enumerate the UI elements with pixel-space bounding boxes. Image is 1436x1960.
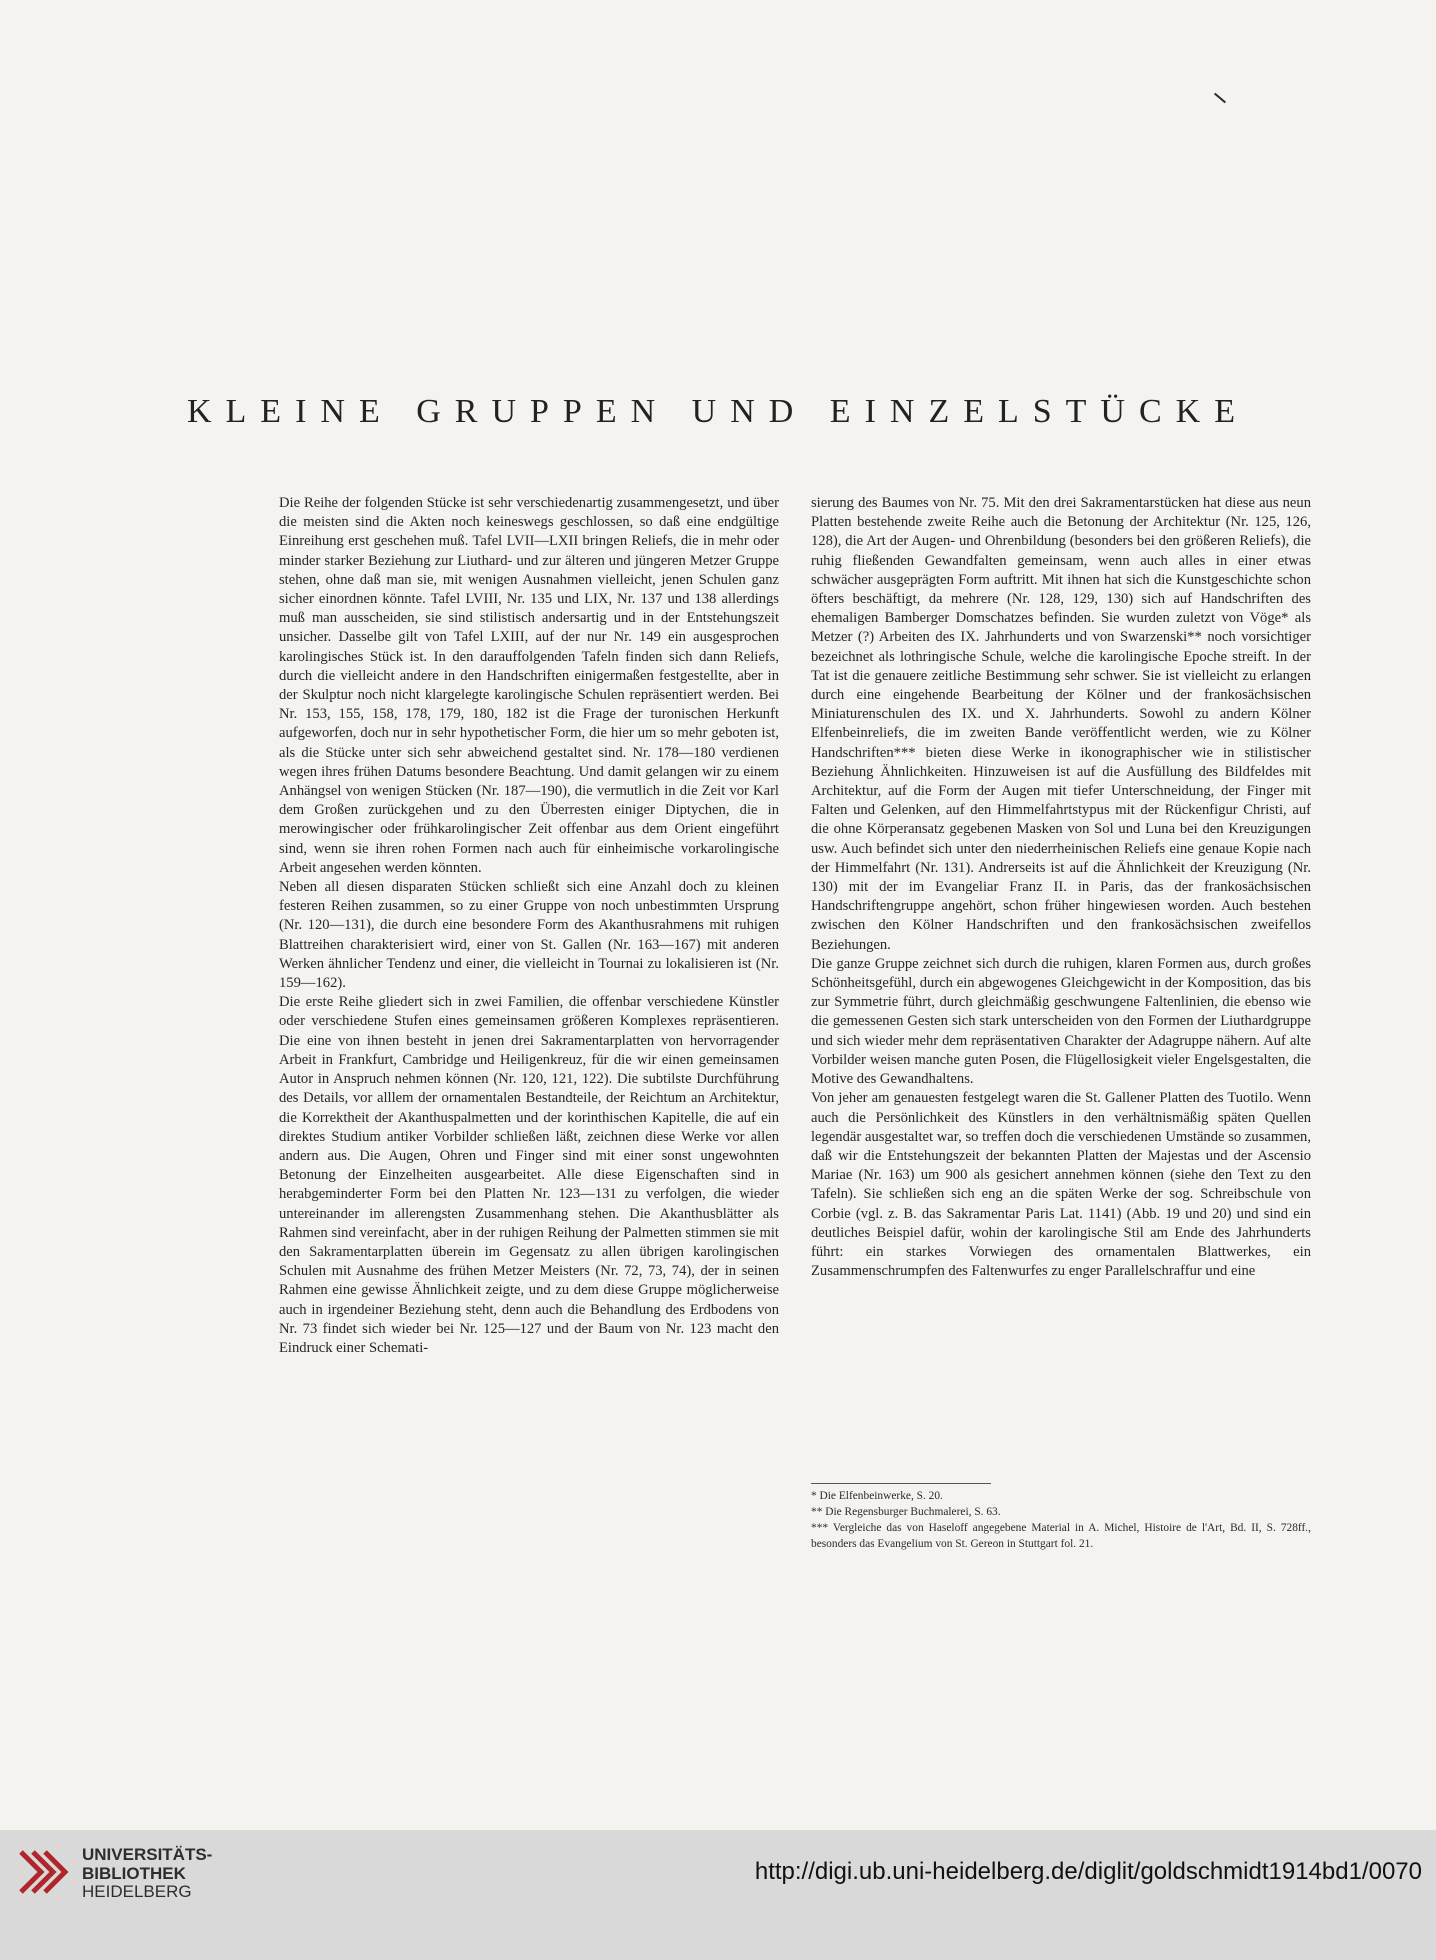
library-name[interactable] bbox=[82, 1846, 212, 1902]
library-name-line: HEIDELBERG bbox=[82, 1882, 192, 1901]
footer-bar bbox=[0, 1830, 1436, 1960]
paragraph: Die ganze Gruppe zeichnet sich durch die ruhigen, klaren Formen aus, durch großes Schönheitsgefühl, durch ein abgewogenes Gleichgewicht in der Komposition, das bis zur Symmetrie führt, durch gleichmäßig geschwungene Faltenlinien, die ebenso wie die gemessenen Gesten sich stark unterscheiden von den Formen der Liuthardgruppe und sich wieder mehr dem repräsentativen Charakter der Adagruppe nähern. Auf alte Vorbilder weisen manche guten Posen, die Flügellosigkeit vieler Engelsgestalten, die Motive des Gewandhaltens. bbox=[811, 955, 1311, 1088]
library-logo-icon[interactable] bbox=[17, 1844, 75, 1902]
paragraph: sierung des Baumes von Nr. 75. Mit den drei Sakramentarstücken hat diese aus neun Platten bestehende zweite Reihe auch die Betonung der Architektur (Nr. 125, 126, 128), die Art der Augen- und Ohrenbildung (besonders bei den größeren Reliefs), die ruhig fließenden Gewandfalten gemeinsam, wenn auch alles in einer etwas schwächer ausgeprägten Form auftritt. Mit ihnen hat sich die Kunstgeschichte schon öfters beschäftigt, da mehrere (Nr. 128, 129, 130) sich auf Handschriften des ehemaligen Bamberger Domschatzes befinden. Sie wurden zuletzt von Vöge* als Metzer (?) Arbeiten des IX. Jahrhunderts und von Swarzenski** noch vorsichtiger bezeichnet als lothringische Schule, welche die karolingische Epoche streift. In der Tat ist die genauere zeitliche Bestimmung sehr schwer. Sie ist vielleicht zu erlangen durch eine eingehende Bearbeitung der Kölner und der frankosächsischen Miniaturenschulen des IX. und X. Jahrhunderts. Sowohl zu andern Kölner Elfenbeinreliefs, die im zweiten Bande veröffentlicht werden, wie zu Kölner Handschriften*** bieten diese Werke in ikonographischer wie in stilistischer Beziehung Ähnlichkeiten. Hinzuweisen ist auf die Ausfüllung des Bildfeldes mit Architektur, auf die Form der Augen mit tiefer Unterschneidung, der Finger mit Falten und Gelenken, auf den Himmelfahrtstypus mit der Rückenfigur Christi, auf die ohne Körperansatz gegebenen Masken von Sol und Luna bei den Kreuzigungen usw. Auch befindet sich unter den niederrheinischen Reliefs eine genaue Kopie nach der Himmelfahrt (Nr. 131). Andrerseits ist auf die Ähnlichkeit der Kreuzigung (Nr. 130) mit der im Evangeliar Franz II. in Paris, das der frankosächsischen Handschriftengruppe angehört, schon früher hingewiesen worden. Auch bestehen zwischen den Kölner Handschriften und den frankosächsischen zweifellos Beziehungen. bbox=[811, 495, 1311, 953]
paragraph: Die erste Reihe gliedert sich in zwei Familien, die offenbar verschiedene Künstler oder verschiedene Stufen eines gemeinsamen größeren Komplexes repräsentieren. Die eine von ihnen besteht in jenen drei Sakramentarplatten von hervorragender Arbeit in Frankfurt, Cambridge und Heiligenkreuz, für die wir einen gemeinsamen Autor in Anspruch nehmen können (Nr. 120, 121, 122). Die subtilste Durchführung des Details, vor alllem der ornamentalen Bestandteile, der Reichtum an Architektur, die Korrektheit der Akanthuspalmetten und der korinthischen Kapitelle, die auf ein direktes Studium antiker Vorbilder schließen läßt, zeichnen diese Werke vor allen andern aus. Die Augen, Ohren und Finger sind mit einer sonst ungewohnten Betonung der Einzelheiten ausgearbeitet. Alle diese Eigenschaften sind in herabgeminderter Form bei den Platten Nr. 123—131 zu verfolgen, die wieder untereinander im allerengsten Zusammenhang stehen. Die Akanthusblätter als Rahmen sind vereinfacht, aber in der ruhigen Reihung der Palmetten stimmen sie mit den Sakramentarplatten überein im Gegensatz zu allen übrigen karolingischen Schulen mit Ausnahme des frühen Metzer Meisters (Nr. 72, 73, 74), der in seinen Rahmen eine gewisse Ähnlichkeit zeigte, und zu dem diese Gruppe möglicherweise auch in irgendeiner Beziehung steht, denn auch die Behandlung des Erdbodens von Nr. 73 findet sich wieder bei Nr. 125—127 und der Baum von Nr. 123 macht den Eindruck einer Schemati- bbox=[279, 994, 779, 1356]
paragraph: Die Reihe der folgenden Stücke ist sehr verschiedenartig zusammengesetzt, und über die meisten sind die Akten noch keineswegs geschlossen, so daß eine endgültige Einreihung erst geschehen muß. Tafel LVII—LXII bringen Reliefs, die in mehr oder minder starker Beziehung zur Liuthard- und zur älteren und jüngeren Metzer Gruppe stehen, ohne daß man sie, mit wenigen Ausnahmen vielleicht, jenen Schulen ganz sicher einordnen könnte. Tafel LVIII, Nr. 135 und LIX, Nr. 137 und 138 allerdings muß man ausscheiden, sie sind stilistisch andersartig und in der Entstehungszeit unsicher. Dasselbe gilt von Tafel LXIII, auf der nur Nr. 149 ein ausgesprochen karolingisches Stück ist. In den darauffolgenden Tafeln finden sich dann Reliefs, durch die vielleicht andere in den Handschriften einigermaßen festgestellte, aber in der Skulptur noch nicht klargelegte karolingische Schulen repräsentiert werden. Bei Nr. 153, 155, 158, 178, 179, 180, 182 ist die Frage der turonischen Herkunft aufgeworfen, doch nur in sehr hypothetischer Form, die hier um so mehr geboten ist, als die Stücke unter sich sehr abweichend gestaltet sind. Nr. 178—180 verdienen wegen ihres frühen Datums besondere Beachtung. Und damit gelangen wir zu einem Anhängsel von wenigen Stücken (Nr. 187—190), die vermutlich in die Zeit vor Karl dem Großen zurückgehen und zu den Überresten einiger Diptychen, die in merowingischer oder frühkarolingischer Zeit offenbar aus dem Orient eingeführt sind, wenn sie ihren rohen Formen nach auch für einheimische vorkarolingische Arbeit angesehen werden könnten. bbox=[279, 495, 779, 876]
footnote: * Die Elfenbeinwerke, S. 20. bbox=[811, 1490, 943, 1502]
footnote: ** Die Regensburger Buchmalerei, S. 63. bbox=[811, 1506, 1001, 1518]
paragraph: Neben all diesen disparaten Stücken schließt sich eine Anzahl doch zu kleinen festeren Reihen zusammen, so zu einer Gruppe von noch unbestimmten Ursprung (Nr. 120—131), die durch eine besondere Form des Akanthusrahmens mit ruhigen Blattreihen charakterisiert wird, einer von St. Gallen (Nr. 163—167) mit anderen Werken ähnlicher Tendenz und einer, die vielleicht in Tournai zu lokalisieren ist (Nr. 159—162). bbox=[279, 879, 779, 992]
library-name-line: BIBLIOTHEK bbox=[82, 1863, 186, 1883]
page-title: KLEINE GRUPPEN UND EINZELSTÜCKE bbox=[186, 393, 1249, 430]
library-name-line: UNIVERSITÄTS- bbox=[82, 1845, 213, 1864]
footnotes bbox=[811, 1488, 1311, 1552]
logo-strokes bbox=[21, 1852, 65, 1892]
source-url[interactable]: http://digi.ub.uni-heidelberg.de/diglit/goldschmidt1914bd1/0070 bbox=[754, 1858, 1422, 1885]
paragraph: Von jeher am genauesten festgelegt waren die St. Gallener Platten des Tuotilo. Wenn auch die Persönlichkeit des Künstlers in den verhältnismäßig späten Quellen legendär ausgestaltet war, so treffen doch die verschiedenen Umstände so zusammen, daß wir die Entstehungszeit der bekannten Platten der Majestas und der Ascensio Mariae (Nr. 163) um 900 als gesichert annehmen können (siehe den Text zu den Tafeln). Sie schließen sich eng an die späten Werke der sog. Schreibschule von Corbie (vgl. z. B. das Sakramentar Paris Lat. 1141) (Abb. 19 und 20) und sind ein deutliches Beispiel dafür, wohin der karolingische Stil am Ende des Jahrhunderts führt: ein starkes Vorwiegen des ornamentalen Blattwerkes, ein Zusammenschrumpfen des Faltenwurfes zu enger Parallelschraffur und eine bbox=[811, 1090, 1311, 1280]
footnote: *** Vergleiche das von Haseloff angegebene Material in A. Michel, Histoire de l'Art, Bd. II, S. 728ff., besonders das Evangelium von St. Gereon in Stuttgart fol. 21. bbox=[811, 1522, 1311, 1550]
left-column bbox=[279, 494, 779, 1358]
footnote-rule bbox=[811, 1483, 991, 1484]
right-column bbox=[811, 494, 1311, 1281]
scan-mark bbox=[1214, 93, 1226, 104]
